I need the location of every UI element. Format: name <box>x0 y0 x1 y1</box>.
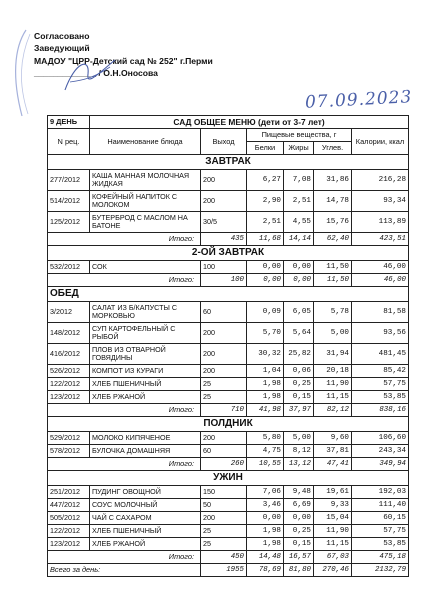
col-fat: Жиры <box>284 142 314 155</box>
table-row: 122/2012 ХЛЕБ ПШЕНИЧНЫЙ 25 1,98 0,25 11,90 57,75 <box>48 525 409 538</box>
col-out: Выход <box>201 129 247 155</box>
total-row: Итого: 100 0,00 0,00 11,50 46,00 <box>48 274 409 287</box>
total-row: Итого: 435 11,68 14,14 62,40 423,51 <box>48 233 409 246</box>
grand-total-row: Всего за день: 1955 78,69 81,80 270,46 2132,79 <box>48 564 409 577</box>
date-stamp: 07.09.2023 <box>304 87 413 113</box>
section-dinner: УЖИН <box>48 471 409 486</box>
menu-title: САД ОБЩЕЕ МЕНЮ (дети от 3-7 лет) <box>90 116 409 129</box>
approval-line-3: МАДОУ "ЦРР-Детский сад № 252" г.Перми <box>34 55 213 66</box>
table-row: 277/2012 КАША МАННАЯ МОЛОЧНАЯ ЖИДКАЯ 200 6,27 7,08 31,86 216,28 <box>48 170 409 191</box>
table-row: 416/2012 ПЛОВ ИЗ ОТВАРНОЙ ГОВЯДИНЫ 200 30,32 25,82 31,94 481,45 <box>48 344 409 365</box>
table-row: 148/2012 СУП КАРТОФЕЛЬНЫЙ С РЫБОЙ 200 5,70 5,64 5,00 93,56 <box>48 323 409 344</box>
approval-line-1: Согласовано <box>34 31 90 41</box>
table-row: 123/2012 ХЛЕБ РЖАНОЙ 25 1,98 0,15 11,15 53,85 <box>48 538 409 551</box>
table-row: 125/2012 БУТЕРБРОД С МАСЛОМ НА БАТОНЕ 30/5 2,51 4,55 15,76 113,89 <box>48 212 409 233</box>
section-lunch: ОБЕД <box>48 287 409 302</box>
table-row: 578/2012 БУЛОЧКА ДОМАШНЯЯ 60 4,75 8,12 37,81 243,34 <box>48 445 409 458</box>
table-row: 529/2012 МОЛОКО КИПЯЧЕНОЕ 200 5,80 5,00 9,60 106,60 <box>48 432 409 445</box>
col-kcal: Калории, ккал <box>352 129 409 155</box>
col-name: Наименование блюда <box>90 129 201 155</box>
menu-table <box>47 115 409 577</box>
col-carb: Углев. <box>314 142 352 155</box>
table-row: 514/2012 КОФЕЙНЫЙ НАПИТОК С МОЛОКОМ 200 2,90 2,51 14,78 93,34 <box>48 191 409 212</box>
day-label: 9 ДЕНЬ <box>48 116 90 129</box>
col-protein: Белки <box>247 142 284 155</box>
approval-line-2: Заведующий <box>34 43 90 54</box>
table-row: 251/2012 ПУДИНГ ОВОЩНОЙ 150 7,06 9,48 19,61 192,03 <box>48 486 409 499</box>
table-row: 447/2012 СОУС МОЛОЧНЫЙ 50 3,46 6,69 9,33 111,40 <box>48 499 409 512</box>
table-row: 123/2012 ХЛЕБ РЖАНОЙ 25 1,98 0,15 11,15 53,85 <box>48 391 409 404</box>
section-snack: ПОЛДНИК <box>48 417 409 432</box>
total-row: Итого: 260 10,55 13,12 47,41 349,94 <box>48 458 409 471</box>
col-rec: N рец. <box>48 129 90 155</box>
table-row: 122/2012 ХЛЕБ ПШЕНИЧНЫЙ 25 1,98 0,25 11,90 57,75 <box>48 378 409 391</box>
total-row: Итого: 450 14,48 16,57 67,03 475,18 <box>48 551 409 564</box>
table-row: 3/2012 САЛАТ ИЗ Б/КАПУСТЫ С МОРКОВЬЮ 60 0,09 6,05 5,78 81,58 <box>48 302 409 323</box>
signature <box>60 52 120 97</box>
total-row: Итого: 710 41,98 37,97 82,12 838,16 <box>48 404 409 417</box>
table-row: 526/2012 КОМПОТ ИЗ КУРАГИ 200 1,04 0,06 20,18 85,42 <box>48 365 409 378</box>
stamp-mark <box>8 28 32 118</box>
section-breakfast2: 2-ОЙ ЗАВТРАК <box>48 246 409 261</box>
approval-line-4: _____________ / О.Н.Оносова <box>34 67 158 78</box>
section-breakfast: ЗАВТРАК <box>48 155 409 170</box>
table-row: 505/2012 ЧАЙ С САХАРОМ 200 0,00 0,00 15,04 60,15 <box>48 512 409 525</box>
col-nutrients: Пищевые вещества, г <box>247 129 352 142</box>
table-row: 532/2012 СОК 100 0,00 0,00 11,50 46,00 <box>48 261 409 274</box>
